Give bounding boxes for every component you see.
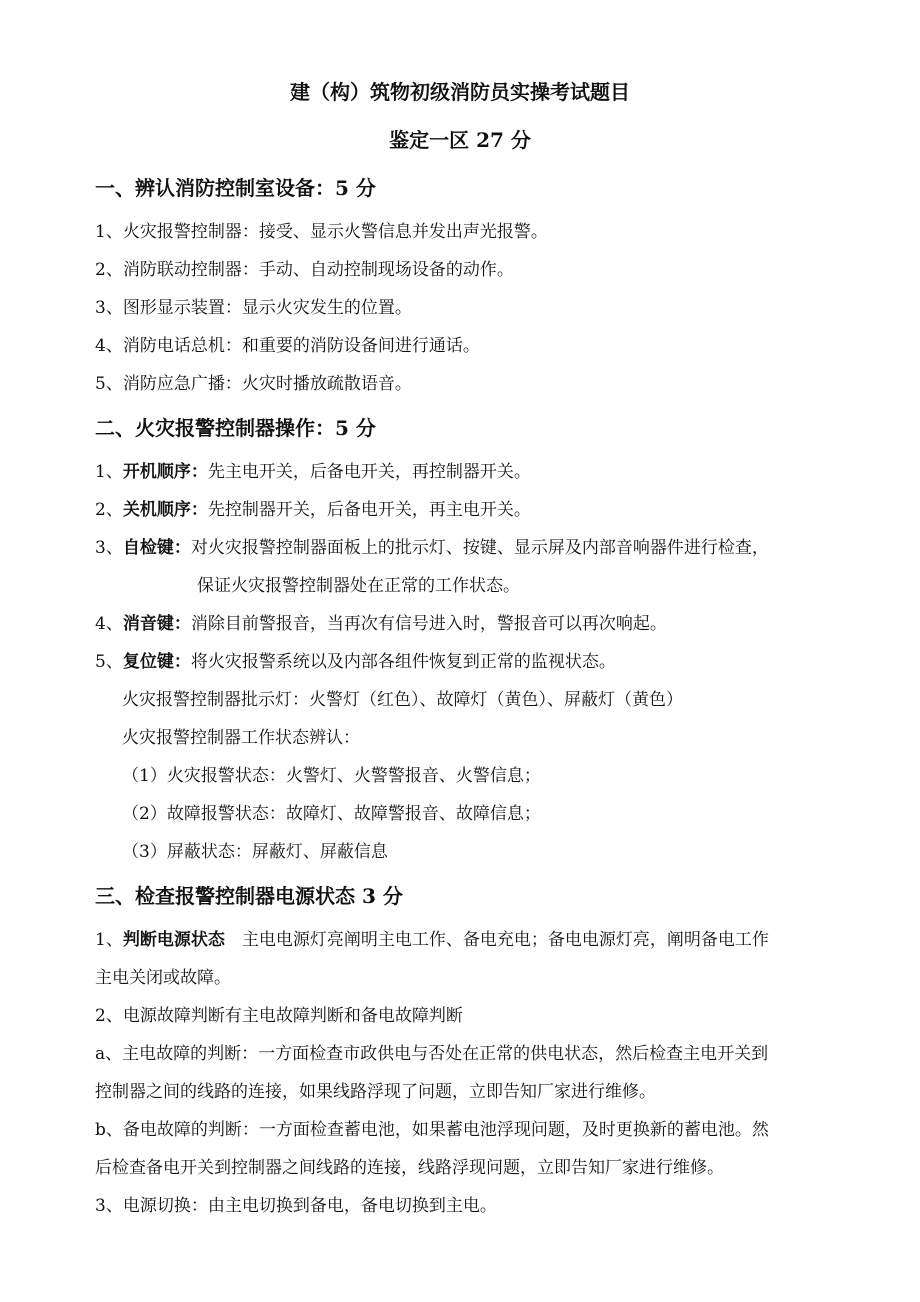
section3-heading: 三、检查报警控制器电源状态 3 分 <box>95 884 403 908</box>
section3-paragraph: 3、电源切换：由主电切换到备电，备电切换到主电。 <box>95 1196 497 1216</box>
section2-item <box>95 460 531 484</box>
item-number: 1、 <box>95 930 123 950</box>
paragraph-continuation: 后检查备电开关到控制器之间线路的连接，线路浮现问题，立即告知厂家进行维修。 <box>95 1158 724 1178</box>
section2-item <box>95 536 769 560</box>
section1-item: 4、消防电话总机：和重要的消防设备间进行通话。 <box>95 336 480 356</box>
section1-item: 5、消防应急广播：火灾时播放疏散语音。 <box>95 374 412 394</box>
section2-heading: 二、火灾报警控制器操作：5 分 <box>95 416 376 440</box>
section3-paragraph: b、备电故障的判断：一方面检查蓄电池，如果蓄电池浮现问题，及时更换新的蓄电池。然 <box>95 1120 769 1140</box>
item-label: 判断电源状态 <box>122 930 225 950</box>
item-number: 1、 <box>95 462 123 482</box>
section2-item <box>95 650 616 674</box>
item-number: 5、 <box>95 652 123 672</box>
item-text: 将火灾报警系统以及内部各组件恢复到正常的监视状态。 <box>190 652 616 672</box>
section1-item: 1、火灾报警控制器：接受、显示火警信息并发出声光报警。 <box>95 222 548 242</box>
section1-item: 2、消防联动控制器：手动、自动控制现场设备的动作。 <box>95 260 514 280</box>
section3-paragraph: 2、电源故障判断有主电故障判断和备电故障判断 <box>95 1006 463 1026</box>
section1-item: 3、图形显示装置：显示火灾发生的位置。 <box>95 298 412 318</box>
document-title: 建（构）筑物初级消防员实操考试题目 <box>290 80 630 104</box>
item-text: 先控制器开关，后备电开关，再主电开关。 <box>207 500 531 520</box>
document-subtitle: 鉴定一区 27 分 <box>389 128 531 152</box>
section1-heading: 一、辨认消防控制室设备：5 分 <box>95 176 376 200</box>
item-text: 先主电开关，后备电开关，再控制器开关。 <box>207 462 531 482</box>
section2-note: 火灾报警控制器批示灯：火警灯（红色）、故障灯（黄色）、屏蔽灯（黄色） <box>122 690 683 710</box>
section2-note: （1）火灾报警状态：火警灯、火警警报音、火警信息； <box>122 766 541 786</box>
section2-note: （3）屏蔽状态：屏蔽灯、屏蔽信息 <box>122 842 388 862</box>
item-number: 4、 <box>95 614 123 634</box>
paragraph-continuation: 主电关闭或故障。 <box>95 968 231 988</box>
item-label: 自检键： <box>122 538 191 558</box>
section2-item <box>95 498 531 522</box>
section3-paragraph <box>95 928 769 952</box>
item-number: 3、 <box>95 538 123 558</box>
section2-item <box>95 612 667 636</box>
item-continuation: 保证火灾报警控制器处在正常的工作状态。 <box>197 576 520 596</box>
section3-paragraph: a、主电故障的判断：一方面检查市政供电与否处在正常的供电状态，然后检查主电开关到 <box>95 1044 769 1064</box>
item-label: 复位键： <box>122 652 191 672</box>
item-text: 主电电源灯亮阐明主电工作、备电充电；备电电源灯亮，阐明备电工作 <box>224 930 769 950</box>
section2-note: （2）故障报警状态：故障灯、故障警报音、故障信息； <box>122 804 541 824</box>
item-label: 开机顺序： <box>122 462 208 482</box>
item-label: 消音键： <box>122 614 191 634</box>
item-number: 2、 <box>95 500 123 520</box>
item-text: 消除目前警报音，当再次有信号进入时，警报音可以再次响起。 <box>190 614 667 634</box>
item-label: 关机顺序： <box>122 500 208 520</box>
section2-note: 火灾报警控制器工作状态辨认： <box>122 728 360 748</box>
paragraph-continuation: 控制器之间的线路的连接，如果线路浮现了问题，立即告知厂家进行维修。 <box>95 1082 656 1102</box>
item-text: 对火灾报警控制器面板上的批示灯、按键、显示屏及内部音响器件进行检查， <box>190 538 769 558</box>
